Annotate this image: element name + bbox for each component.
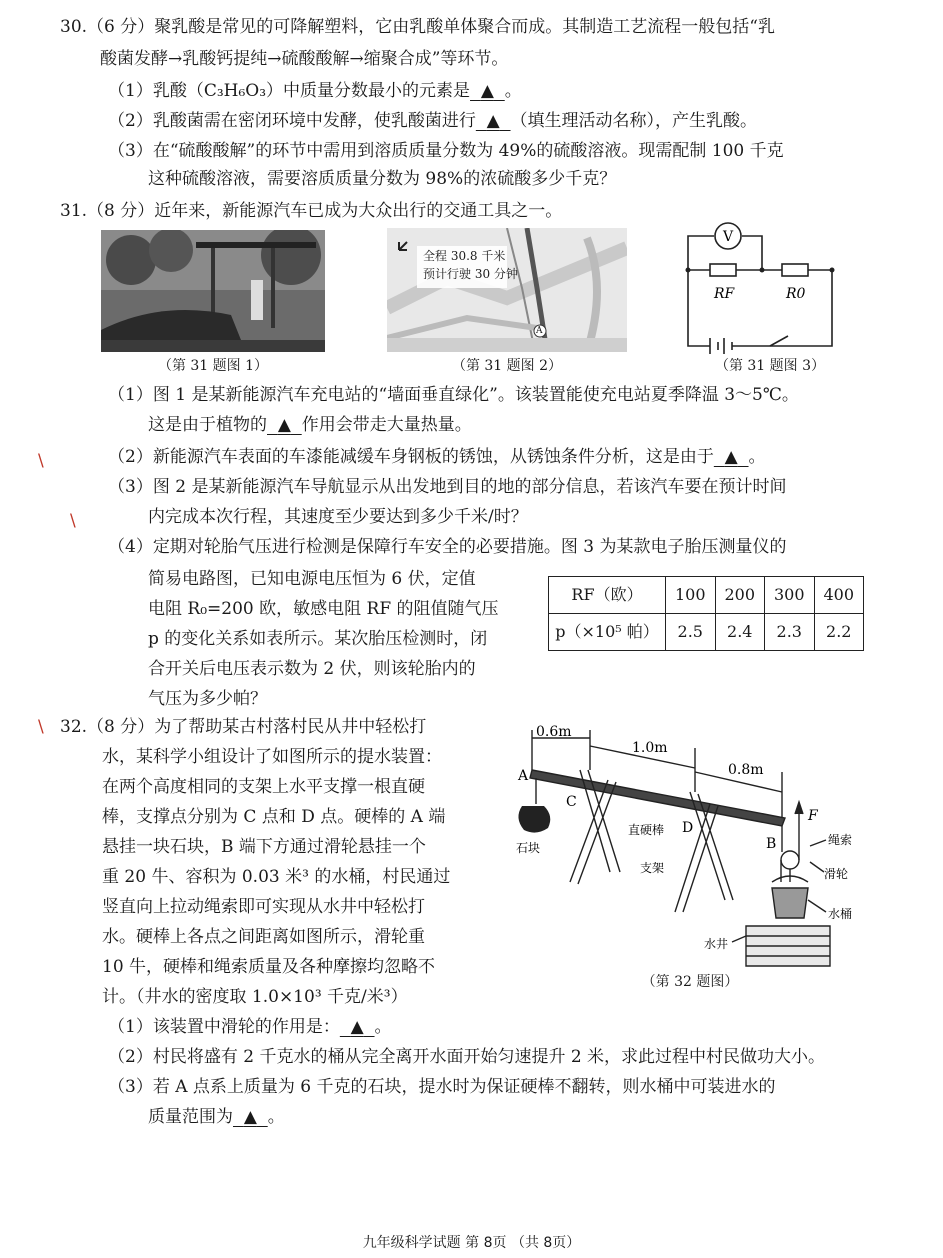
figure-caption: （第 32 题图） [641, 974, 739, 990]
q31-part4-line3: 电阻 R₀=200 欧，敏感电阻 RF 的阻值随气压 [148, 599, 499, 619]
answer-blank: ▲ [486, 111, 500, 131]
rod-label: 直硬棒 [628, 823, 665, 837]
figure-caption: （第 31 题图 3） [714, 358, 826, 374]
q31-part4-line4: p 的变化关系如表所示。某次胎压检测时，闭 [148, 629, 488, 649]
pulley-label: 滑轮 [824, 867, 849, 881]
answer-blank: ▲ [243, 1107, 257, 1127]
bucket-icon [772, 888, 808, 918]
charging-station-illustration [101, 230, 325, 352]
q30-part1-text: （1）乳酸（C₃H₆O₃）中质量分数最小的元素是 [108, 81, 471, 101]
q32-part3-line1: （3）若 A 点系上质量为 6 千克的石块，提水时为保证硬棒不翻转，则水桶中可装进水的 [108, 1077, 776, 1097]
q31-stem: 31.（8 分）近年来，新能源汽车已成为大众出行的交通工具之一。 [60, 201, 563, 221]
q32-stem-line4: 棒，支撑点分别为 C 点和 D 点。硬棒的 A 端 [102, 807, 446, 827]
table-cell: 2.4 [715, 614, 765, 651]
q31-part4-line5: 合开关后电压表示数为 2 伏，则该轮胎内的 [148, 659, 476, 679]
q30-part3-line1: （3）在“硫酸酸解”的环节中需用到溶质质量分数为 49%的硫酸溶液。现需配制 100 千克 [108, 141, 784, 161]
voltmeter-label: V [722, 229, 734, 245]
navigation-map [387, 228, 627, 352]
q32-stem-line2: 水，某科学小组设计了如图所示的提水装置： [102, 747, 442, 767]
q32-stem-line8: 水。硬棒上各点之间距离如图所示，滑轮重 [102, 927, 425, 947]
q30-stem-line1: 30.（6 分）聚乳酸是常见的可降解塑料，它由乳酸单体聚合而成。其制造工艺流程一般包括“乳 [60, 17, 775, 37]
table-cell: 2.5 [666, 614, 716, 651]
page-footer: 九年级科学试题 第 8页 （共 8页） [362, 1235, 581, 1251]
table-cell: 100 [666, 577, 716, 614]
pen-mark: \ [70, 511, 76, 531]
resistor-rf [710, 264, 736, 276]
resistance-pressure-table [548, 576, 864, 651]
dim-label: 1.0m [632, 740, 668, 756]
table-header-cell: p（×10⁵ 帕） [549, 614, 666, 651]
bucket-label: 水桶 [828, 907, 853, 921]
point-c-label: C [566, 794, 577, 810]
table-cell: 2.3 [765, 614, 815, 651]
figure-caption: （第 31 题图 1） [157, 358, 269, 374]
figure-caption: （第 31 题图 2） [451, 358, 563, 374]
q31-part4-line1: （4）定期对轮胎气压进行检测是保障行车安全的必要措施。图 3 为某款电子胎压测量仪的 [108, 537, 787, 557]
table-cell: 200 [715, 577, 765, 614]
answer-blank: ▲ [277, 415, 291, 435]
map-illustration [387, 228, 627, 352]
q31-part4-line2: 简易电路图，已知电源电压恒为 6 伏，定值 [148, 569, 476, 589]
stone-icon [518, 806, 550, 833]
q30-part1: （1）乳酸（C₃H₆O₃）中质量分数最小的元素是 ▲ 。 [108, 76, 873, 106]
answer-blank: ▲ [350, 1017, 364, 1037]
switch-icon [770, 336, 788, 346]
answer-blank: ▲ [724, 447, 738, 467]
dim-label: 0.8m [728, 762, 764, 778]
point-d-label: D [682, 820, 694, 836]
table-row [549, 614, 864, 651]
table-cell: 300 [765, 577, 815, 614]
pen-mark: \ [38, 717, 44, 737]
stone-label: 石块 [516, 841, 541, 855]
pen-mark: \ [38, 451, 44, 471]
table-cell: 2.2 [814, 614, 864, 651]
q31-part4-line6: 气压为多少帕？ [148, 689, 267, 709]
q32-stem-line7: 竖直向上拉动绳索即可实现从水井中轻松打 [102, 897, 425, 917]
q31-part1-line1: （1）图 1 是某新能源汽车充电站的“墙面垂直绿化”。该装置能使充电站夏季降温 3～5℃。 [108, 385, 799, 405]
table-cell: 400 [814, 577, 864, 614]
force-label: F [808, 808, 818, 824]
q30-part2: （2）乳酸菌需在密闭环境中发酵，使乳酸菌进行 ▲ （填生理活动名称），产生乳酸。 [108, 106, 873, 136]
q32-stem-line3: 在两个高度相同的支架上水平支撑一根直硬 [102, 777, 425, 797]
resistor-r0 [782, 264, 808, 276]
pulley-icon [781, 851, 799, 869]
stand-label: 支架 [640, 861, 665, 875]
circuit-diagram [680, 218, 840, 358]
q31-part2: （2）新能源汽车表面的车漆能减缓车身钢板的锈蚀，从锈蚀条件分析，这是由于 ▲ 。 [108, 442, 873, 472]
q32-stem-line6: 重 20 牛、容积为 0.03 米³ 的水桶，村民通过 [102, 867, 451, 887]
answer-blank: ▲ [480, 81, 494, 101]
dim-label: 0.6m [536, 724, 572, 740]
point-b-label: B [766, 836, 777, 852]
q31-part1-line2: 这是由于植物的 ▲ 作用会带走大量热量。 [108, 410, 873, 440]
q31-part3-line1: （3）图 2 是某新能源汽车导航显示从出发地到目的地的部分信息，若该汽车要在预计时间 [108, 477, 787, 497]
q32-part3-line2: 质量范围为 ▲ 。 [108, 1102, 873, 1132]
charging-station-photo [101, 230, 325, 352]
q31-part3-line2: 内完成本次行程，其速度至少要达到多少千米/时？ [148, 507, 528, 527]
well-label: 水井 [704, 937, 729, 951]
q32-stem-line10: 计。（井水的密度取 1.0×10³ 千克/米³） [102, 987, 408, 1007]
q32-stem-line5: 悬挂一块石块，B 端下方通过滑轮悬挂一个 [102, 837, 426, 857]
lever-apparatus-diagram [510, 722, 880, 972]
route-time: 预计行驶 30 分钟 [423, 267, 518, 281]
q32-part1: （1）该装置中滑轮的作用是： ▲ 。 [108, 1012, 873, 1042]
table-header-cell: RF（欧） [549, 577, 666, 614]
force-arrow-icon [795, 802, 803, 814]
route-distance: 全程 30.8 千米 [423, 249, 506, 263]
rf-label: RF [714, 286, 735, 302]
q30-part3-line2: 这种硫酸溶液，需要溶质质量分数为 98%的浓硫酸多少千克？ [148, 169, 617, 189]
point-a-label: A [518, 768, 529, 784]
q30-stem-line2: 酸菌发酵→乳酸钙提纯→硫酸酸解→缩聚合成”等环节。 [100, 49, 509, 69]
rope-label: 绳索 [828, 833, 853, 847]
r0-label: R0 [786, 286, 806, 302]
map-marker-label: A [536, 326, 543, 336]
q32-stem-line1: 32.（8 分）为了帮助某古村落村民从井中轻松打 [60, 717, 427, 737]
q32-stem-line9: 10 牛，硬棒和绳索质量及各种摩擦均忽略不 [102, 957, 436, 977]
table-row [549, 577, 864, 614]
q32-part2: （2）村民将盛有 2 千克水的桶从完全离开水面开始匀速提升 2 米，求此过程中村民做功大小。 [108, 1047, 826, 1067]
